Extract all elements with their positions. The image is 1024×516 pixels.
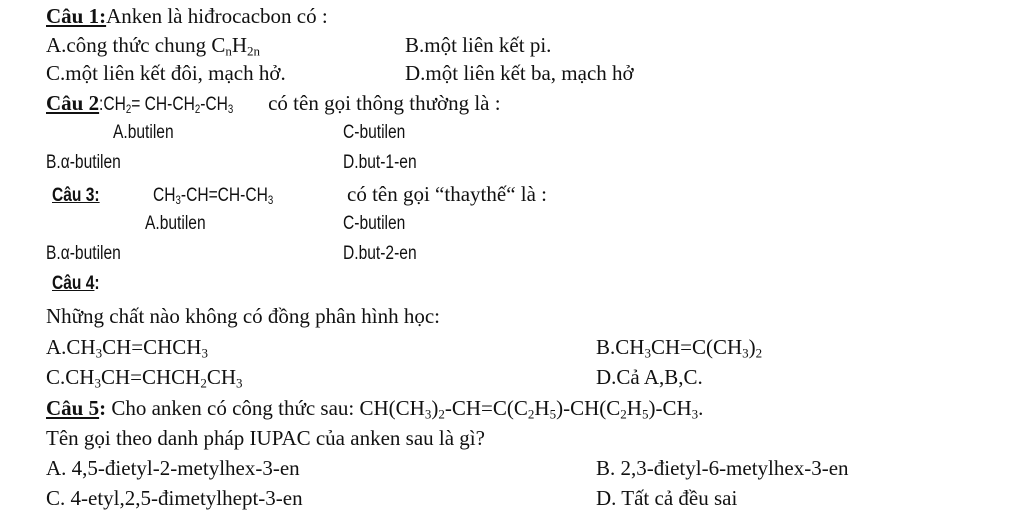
question-5-label: Câu 5: [46, 396, 100, 420]
question-4-option-d: D.Cả A,B,C.: [596, 365, 703, 389]
question-3-text: có tên gọi “thaythế“ là :: [347, 182, 548, 206]
question-5-formula: Cho anken có công thức sau: $CH(CH_3)_2-CH=C(C_2H_5)-CH(C_2H_5)-CH_3$.: [106, 396, 704, 422]
question-3-option-a: A.butilen: [145, 213, 206, 234]
question-4-label-line: Câu 4:: [52, 273, 100, 294]
question-3-label: Câu 3:: [52, 185, 100, 206]
question-3-formula: $CH_3-CH=CH-CH_3$: [153, 185, 274, 207]
question-4-option-c: $C.CH_3CH=CHCH_2CH_3$: [46, 365, 243, 391]
question-5-option-b: B. 2,3-đietyl-6-metylhex-3-en: [596, 456, 849, 480]
question-2-text: có tên gọi thông thường là :: [262, 91, 501, 115]
question-1-stem: [46, 4, 328, 28]
question-3-stem: [52, 182, 110, 208]
question-1-option-a: A.công thức chung $C_nH_{2n}$: [46, 33, 261, 59]
question-5-option-c: C. 4-etyl,2,5-đimetylhept-3-en: [46, 486, 303, 510]
question-4-label: Câu 4: [52, 273, 95, 294]
question-2-label: Câu 2: [46, 91, 100, 115]
question-5-option-a: A. 4,5-đietyl-2-metylhex-3-en: [46, 456, 300, 480]
question-2-option-d: D.but-1-en: [343, 152, 417, 173]
question-2-option-a: A.butilen: [113, 122, 174, 143]
question-4-text: Những chất nào không có đồng phân hình học:: [46, 304, 440, 328]
question-3-option-b: C-butilen: [343, 213, 406, 234]
question-2-stem: [46, 91, 501, 117]
question-5-text: Tên gọi theo danh pháp IUPAC của anken sau là gì?: [46, 426, 485, 450]
question-2-option-c: B.α-butilen: [46, 152, 121, 173]
question-1-option-c: C.một liên kết đôi, mạch hở.: [46, 61, 286, 85]
question-4-option-a: $A.CH_3CH=CHCH_3$: [46, 335, 208, 361]
question-3-option-c: B.α-butilen: [46, 243, 121, 264]
question-3-formula-line: [153, 182, 300, 208]
question-1-text: Anken là hiđrocacbon có :: [106, 4, 328, 28]
question-2-option-b: C-butilen: [343, 122, 406, 143]
question-1-option-d: D.một liên kết ba, mạch hở: [405, 61, 634, 85]
question-1-label: Câu 1:: [46, 4, 107, 28]
question-3-option-d: D.but-2-en: [343, 243, 417, 264]
question-4-option-b: $B.CH_3CH=C(CH_3)_2$: [596, 335, 763, 361]
question-1-option-b: B.một liên kết pi.: [405, 33, 552, 57]
question-5-option-d: D. Tất cả đều sai: [596, 486, 738, 510]
question-2-formula: $:CH_2= CH-CH_2-CH_3$: [99, 94, 234, 116]
question-5-stem: Câu 5: Cho anken có công thức sau: $CH(CH_3)_2-CH=C(C_2H_5)-CH(C_2H_5)-CH_3$.: [46, 396, 704, 422]
